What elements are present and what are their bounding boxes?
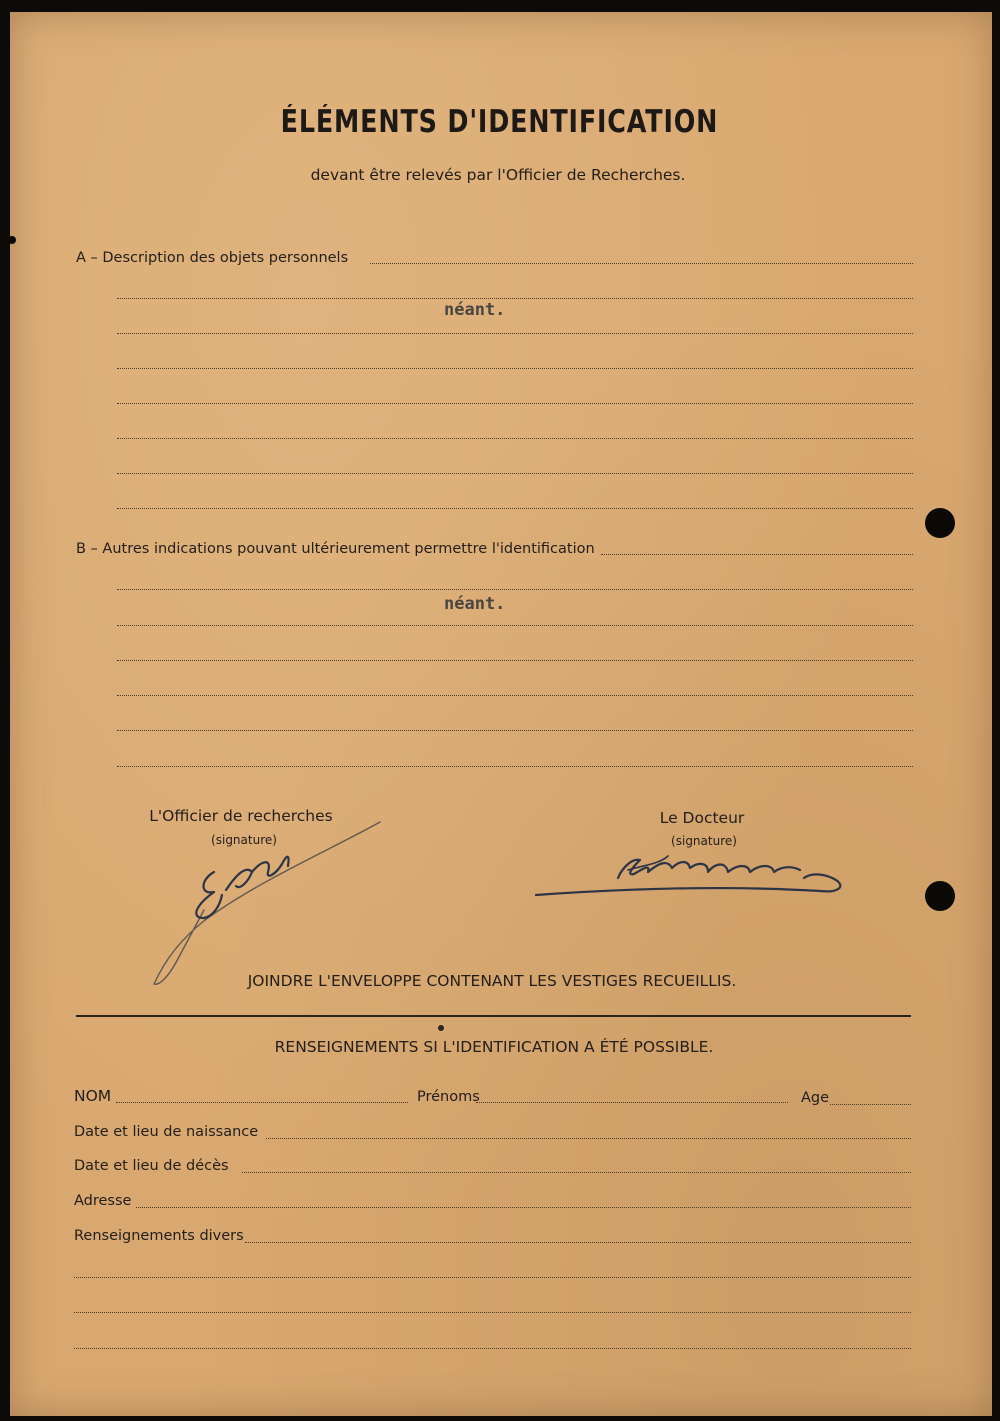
prenoms-field[interactable] bbox=[476, 1102, 788, 1103]
naissance-label: Date et lieu de naissance bbox=[74, 1124, 259, 1140]
section-divider bbox=[76, 1015, 911, 1017]
section-a-typed-value: néant. bbox=[444, 300, 506, 320]
nom-field[interactable] bbox=[116, 1102, 408, 1103]
prenoms-label: Prénoms bbox=[417, 1089, 480, 1105]
section-b-label: B – Autres indications pouvant ultérieurement permettre l'identification bbox=[76, 541, 595, 557]
identification-heading: RENSEIGNEMENTS SI L'IDENTIFICATION A ÉTÉ POSSIBLE. bbox=[274, 1038, 714, 1056]
deces-label: Date et lieu de décès bbox=[74, 1158, 229, 1174]
doctor-signature-caption: (signature) bbox=[671, 834, 737, 848]
section-b-typed-value: néant. bbox=[444, 594, 506, 614]
divers-label: Renseignements divers bbox=[74, 1228, 244, 1244]
divers-field[interactable] bbox=[245, 1242, 911, 1243]
divers-field-line[interactable] bbox=[74, 1348, 911, 1349]
form-title: ÉLÉMENTS D'IDENTIFICATION bbox=[280, 104, 719, 140]
divider-dot bbox=[438, 1025, 444, 1031]
divers-field-line[interactable] bbox=[74, 1312, 911, 1313]
officer-signature-caption: (signature) bbox=[211, 833, 277, 847]
officer-signature-title: L'Officier de recherches bbox=[149, 807, 333, 825]
adresse-field[interactable] bbox=[136, 1207, 911, 1208]
divers-field-line[interactable] bbox=[74, 1277, 911, 1278]
adresse-label: Adresse bbox=[74, 1193, 132, 1209]
age-label: Age bbox=[801, 1090, 830, 1106]
instruction-text: JOINDRE L'ENVELOPPE CONTENANT LES VESTIGES RECUEILLIS. bbox=[247, 972, 737, 990]
deces-field[interactable] bbox=[242, 1172, 911, 1173]
nom-label: NOM bbox=[74, 1087, 112, 1105]
section-a-label: A – Description des objets personnels bbox=[76, 250, 349, 266]
age-field[interactable] bbox=[830, 1104, 911, 1105]
naissance-field[interactable] bbox=[266, 1138, 911, 1139]
form-subtitle: devant être relevés par l'Officier de Recherches. bbox=[310, 166, 686, 184]
doctor-signature-title: Le Docteur bbox=[659, 809, 745, 827]
